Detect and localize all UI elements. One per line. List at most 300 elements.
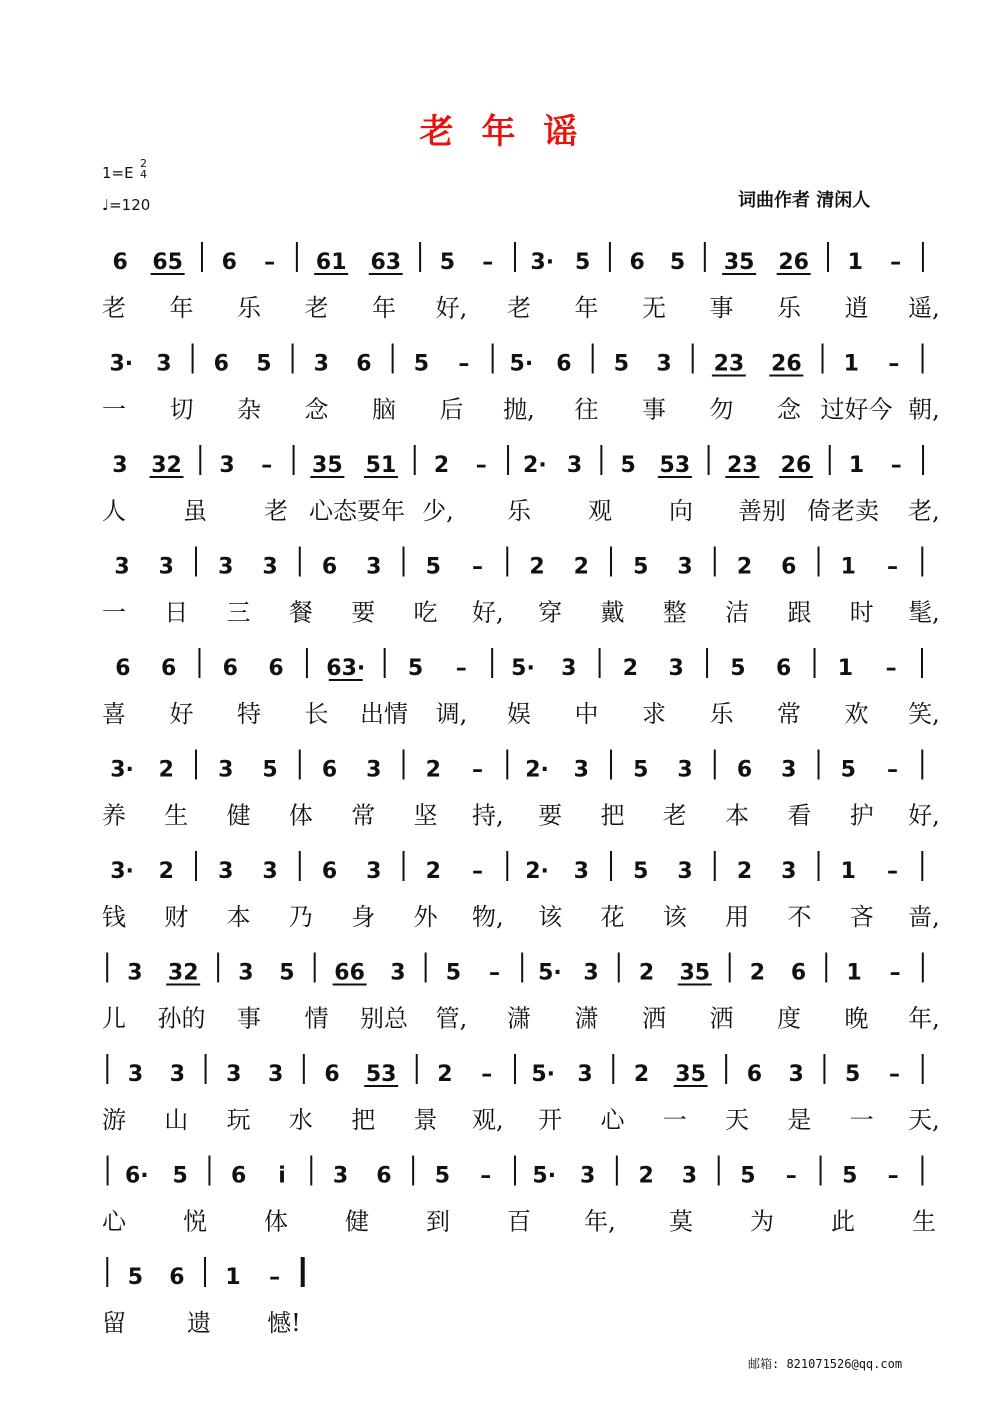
lyric-8-5: 景 [413,1106,438,1134]
lyric-0-3: 老 [304,294,329,322]
note-2-21: 1 [848,453,865,478]
lyric-1-0: 一 [102,395,126,424]
note-5-9: 2 [425,757,441,783]
note-8-14: 3 [577,1062,593,1087]
note-0-22: – [890,250,902,275]
note-3-15: 5 [633,554,649,580]
lyric-9-4: 到 [426,1207,450,1236]
note-8-10: 2 [437,1062,453,1087]
lyric-6-12: 吝 [849,903,874,931]
note-9-8: 6 [376,1163,392,1189]
note-6-18: 2 [736,859,753,884]
note-4-17: 5 [730,656,746,681]
lyric-8-10: 天 [725,1106,750,1134]
lyric-7-12: 年, [908,1004,940,1033]
lyric-8-12: 一 [849,1106,874,1134]
note-3-16: 3 [677,554,693,580]
lyric-8-13: 天, [908,1106,940,1134]
lyric-7-6: 潇 [507,1004,531,1033]
email-footer: 邮箱: 821071526@qq.com [748,1357,903,1371]
note-1-13: 6 [556,351,572,377]
lyric-5-11: 看 [787,801,812,830]
note-8-8: 53 [365,1062,397,1087]
lyric-5-5: 坚 [413,801,438,830]
note-6-12: 2· [525,859,549,884]
note-8-1: 3 [127,1062,144,1087]
note-2-3: 3 [219,453,235,478]
lyric-8-0: 游 [102,1106,126,1134]
note-7-8: 3 [390,960,406,986]
lyric-6-4: 身 [351,903,376,931]
lyric-1-2: 杂 [237,395,261,424]
lyric-6-6: 物, [472,903,504,931]
note-3-7: 3 [366,554,382,580]
note-6-16: 3 [677,859,693,884]
note-8-20: 3 [788,1062,804,1087]
lyric-4-2: 特 [237,700,261,728]
note-2-0: 3 [112,453,128,478]
lyric-1-8: 事 [642,395,666,424]
note-2-19: 26 [780,453,812,478]
note-8-17: 35 [675,1062,706,1087]
note-2-9: 2 [433,453,450,478]
lyric-10-1: 遗 [187,1309,211,1337]
lyric-3-11: 跟 [787,598,812,627]
lyric-7-1: 孙的 [157,1004,206,1033]
lyric-8-4: 把 [351,1106,376,1134]
note-7-22: 1 [846,960,862,986]
lyric-5-10: 本 [725,801,750,830]
lyric-0-10: 乐 [777,294,801,322]
note-6-7: 3 [366,859,382,884]
lyric-9-8: 为 [750,1207,774,1236]
note-5-18: 6 [736,757,753,783]
note-4-21: – [885,656,897,681]
lyric-10-0: 留 [102,1309,126,1337]
lyric-8-3: 水 [288,1106,313,1134]
lyric-1-6: 抛, [503,395,535,424]
lyric-2-4: 少, [422,497,454,525]
lyric-0-9: 事 [709,294,734,322]
note-8-2: 3 [169,1062,186,1087]
lyric-7-2: 事 [237,1004,261,1033]
note-6-13: 3 [573,859,589,884]
note-0-13: 5 [574,250,591,275]
lyric-0-8: 无 [642,294,666,322]
note-4-9: – [455,656,467,681]
lyric-4-5: 调, [435,700,468,728]
time-signature-top: 2 [140,157,147,170]
note-8-22: 5 [844,1062,861,1087]
lyric-2-8: 善别 [738,497,786,525]
note-0-6: 61 [315,250,347,275]
note-1-12: 5· [509,351,534,377]
song-title: 老 年 谣 [419,112,586,152]
note-6-22: – [886,859,898,884]
note-9-16: 2 [638,1163,654,1189]
lyric-4-8: 求 [642,700,666,728]
note-0-21: 1 [847,250,863,275]
lyric-4-12: 笑, [908,700,940,728]
note-8-7: 6 [324,1062,340,1087]
lyric-8-2: 玩 [226,1106,251,1134]
lyric-1-10: 念 [777,395,801,424]
lyric-7-10: 度 [777,1004,801,1033]
note-4-3: 6 [222,656,238,681]
note-6-19: 3 [781,859,797,884]
lyric-3-9: 整 [662,598,687,627]
note-8-5: 3 [267,1062,284,1087]
lyric-5-6: 持, [472,801,504,830]
lyric-0-0: 老 [102,294,126,322]
note-6-10: – [471,859,483,884]
lyric-6-5: 外 [413,903,438,931]
note-7-19: 2 [749,960,766,986]
note-9-22: 5 [842,1163,858,1189]
note-9-23: – [887,1163,899,1189]
lyric-0-4: 年 [372,294,396,322]
note-4-8: 5 [407,656,424,681]
note-7-14: 3 [583,960,599,986]
note-9-5: i [278,1163,286,1189]
note-10-1: 5 [127,1265,144,1290]
lyric-5-4: 常 [351,801,376,830]
note-3-6: 6 [321,554,338,580]
note-1-7: 6 [356,351,372,377]
lyric-7-3: 情 [304,1004,329,1033]
note-2-4: – [261,453,273,478]
lyric-4-4: 出情 [360,700,408,728]
note-3-13: 2 [573,554,589,580]
lyric-8-6: 观, [472,1106,504,1134]
note-1-9: 5 [413,351,430,377]
lyric-9-5: 百 [507,1207,531,1236]
lyric-7-11: 晚 [844,1004,869,1033]
note-9-2: 5 [172,1163,188,1189]
lyric-5-13: 好, [908,801,940,830]
note-8-11: – [481,1062,493,1087]
lyric-8-7: 开 [538,1106,563,1134]
lyric-3-7: 穿 [538,598,563,627]
lyric-0-11: 逍 [844,294,869,322]
note-0-19: 26 [778,250,809,275]
note-9-14: 3 [579,1163,596,1189]
note-3-12: 2 [529,554,545,580]
note-1-19: 26 [771,351,802,377]
lyric-4-9: 乐 [709,700,734,728]
note-3-22: – [886,554,898,580]
lyric-7-0: 儿 [102,1004,126,1033]
lyric-2-5: 乐 [507,497,531,525]
lyric-2-0: 人 [102,497,126,525]
note-2-13: 3 [566,453,583,478]
lyric-2-6: 观 [588,497,612,525]
note-3-0: 3 [114,554,130,580]
lyric-5-2: 健 [226,801,251,830]
lyric-0-7: 年 [574,294,599,322]
note-0-4: – [264,250,276,275]
note-0-3: 6 [221,250,237,275]
note-4-6: 63· [326,656,366,681]
lyric-7-7: 潇 [574,1004,599,1033]
note-2-22: – [890,453,902,478]
quarter-note-icon: ♩ [102,196,110,214]
lyric-9-6: 年, [584,1207,616,1236]
lyric-7-8: 洒 [642,1004,666,1033]
note-0-10: – [482,250,494,275]
note-7-5: 5 [279,960,295,986]
lyric-4-3: 长 [304,700,329,728]
note-4-14: 2 [622,656,639,681]
lyric-3-5: 吃 [413,598,438,627]
note-2-15: 5 [620,453,636,478]
lyric-0-12: 遥, [908,294,940,322]
lyric-2-2: 老 [264,497,288,525]
lyric-0-2: 乐 [237,294,261,322]
note-6-15: 5 [633,859,649,884]
note-6-1: 2 [158,859,174,884]
note-8-19: 6 [746,1062,763,1087]
note-0-12: 3· [530,250,555,275]
note-10-2: 6 [169,1265,185,1290]
note-5-0: 3· [110,757,134,783]
lyric-8-1: 山 [164,1106,189,1134]
note-1-0: 3· [109,351,134,377]
lyric-1-5: 后 [439,395,464,424]
lyric-9-2: 体 [264,1207,288,1236]
note-9-4: 6 [231,1163,247,1189]
lyric-2-1: 虽 [183,497,207,525]
note-0-7: 63 [370,250,402,275]
lyric-1-7: 往 [574,395,599,424]
note-5-16: 3 [677,757,693,783]
lyric-6-13: 啬, [908,903,940,931]
lyric-4-7: 中 [574,700,599,728]
note-6-3: 3 [218,859,234,884]
lyric-9-0: 心 [102,1207,126,1236]
lyric-6-8: 花 [600,903,625,931]
lyric-5-0: 养 [102,801,126,830]
lyric-1-11: 过好今 [820,395,893,424]
note-4-12: 3 [561,656,577,681]
note-8-4: 3 [226,1062,242,1087]
note-2-10: – [475,453,487,478]
author-credit: 词曲作者 清闲人 [738,190,871,211]
lyric-10-2: 憾! [267,1309,301,1337]
lyric-9-7: 莫 [669,1207,693,1236]
note-9-13: 5· [532,1163,557,1189]
lyric-4-6: 娱 [507,700,531,728]
lyric-9-9: 此 [831,1207,855,1236]
note-9-1: 6· [125,1163,149,1189]
lyric-9-10: 生 [912,1207,936,1236]
lyric-5-8: 把 [600,801,625,830]
note-1-10: – [458,351,470,377]
note-2-16: 53 [659,453,691,478]
lyric-3-3: 餐 [288,598,313,627]
note-5-13: 3 [573,757,589,783]
note-5-19: 3 [781,757,797,783]
lyric-3-2: 三 [226,598,251,627]
lyric-5-9: 老 [662,801,687,830]
lyric-5-3: 体 [288,801,313,830]
note-1-22: – [888,351,900,377]
lyric-6-7: 该 [538,903,563,931]
note-5-15: 5 [633,757,649,783]
tempo-value: =120 [109,196,151,214]
lyric-5-1: 生 [164,801,189,830]
note-1-15: 5 [613,351,630,377]
note-0-9: 5 [439,250,456,275]
note-5-3: 3 [218,757,234,783]
lyric-1-3: 念 [304,395,329,424]
note-7-23: – [889,960,901,986]
lyric-0-6: 老 [507,294,531,322]
lyric-8-9: 一 [662,1106,687,1134]
note-1-3: 6 [213,351,229,377]
note-0-16: 5 [669,250,686,275]
lyric-3-10: 洁 [725,598,750,627]
lyric-8-8: 心 [600,1106,625,1134]
lyric-6-0: 钱 [102,903,126,931]
time-signature-bottom: 4 [140,168,147,181]
lyric-2-3: 心态要年 [309,497,405,525]
lyric-3-12: 时 [849,598,874,627]
lyric-1-4: 脑 [372,395,396,424]
lyric-1-9: 勿 [709,395,734,424]
note-2-7: 51 [365,453,397,478]
lyric-2-10: 老, [908,497,940,525]
note-7-17: 35 [679,960,711,986]
lyric-6-3: 乃 [288,903,313,931]
lyric-3-6: 好, [472,598,504,627]
note-5-10: – [471,757,483,783]
key-signature: 1=E [102,164,134,182]
note-9-17: 3 [681,1163,698,1189]
note-0-15: 6 [629,250,645,275]
note-7-16: 2 [638,960,655,986]
lyric-7-9: 洒 [709,1004,734,1033]
note-3-1: 3 [158,554,174,580]
note-2-1: 32 [151,453,182,478]
note-7-11: – [488,960,500,986]
note-1-16: 3 [656,351,672,377]
note-6-0: 3· [110,859,134,884]
note-4-20: 1 [837,656,854,681]
note-5-7: 3 [366,757,382,783]
note-5-1: 2 [158,757,174,783]
note-0-0: 6 [112,250,128,275]
lyric-1-12: 朝, [908,395,940,424]
note-6-21: 1 [840,859,856,884]
lyric-2-7: 向 [669,497,693,525]
lyric-4-10: 常 [777,700,801,728]
note-3-21: 1 [840,554,856,580]
lyric-4-1: 好 [169,700,194,728]
note-6-9: 2 [425,859,441,884]
note-8-13: 5· [531,1062,556,1087]
lyric-1-1: 切 [169,395,194,424]
note-7-13: 5· [538,960,562,986]
lyric-0-5: 好, [435,294,468,322]
note-4-18: 6 [776,656,792,681]
note-2-18: 23 [727,453,758,478]
note-7-7: 66 [334,960,365,986]
lyric-6-1: 财 [164,903,189,931]
note-1-6: 3 [313,351,329,377]
note-5-22: – [886,757,898,783]
note-2-6: 35 [312,453,343,478]
note-0-1: 65 [152,250,183,275]
note-3-18: 2 [736,554,753,580]
lyric-7-5: 管, [435,1004,468,1033]
lyric-9-1: 悦 [183,1207,207,1236]
note-9-10: 5 [434,1163,451,1189]
note-9-19: 5 [740,1163,756,1189]
note-4-4: 6 [268,656,284,681]
lyric-6-11: 不 [787,903,812,931]
note-7-20: 6 [790,960,807,986]
note-8-16: 2 [633,1062,650,1087]
note-9-7: 3 [332,1163,349,1189]
lyric-3-8: 戴 [600,598,625,627]
lyric-3-0: 一 [102,598,126,627]
lyric-3-1: 日 [164,598,189,627]
lyric-8-11: 是 [787,1106,812,1134]
note-7-1: 3 [127,960,143,986]
note-6-6: 6 [321,859,338,884]
note-5-6: 6 [321,757,338,783]
lyric-6-10: 用 [725,903,750,931]
note-3-3: 3 [218,554,234,580]
note-7-2: 32 [167,960,199,986]
note-1-4: 5 [256,351,272,377]
note-6-4: 3 [262,859,278,884]
lyric-0-1: 年 [169,294,194,322]
note-3-19: 6 [781,554,797,580]
note-7-4: 3 [238,960,254,986]
note-4-1: 6 [160,656,177,681]
note-4-11: 5· [511,656,535,681]
lyric-5-7: 要 [538,801,563,830]
lyric-5-12: 护 [849,801,874,830]
note-9-11: – [480,1163,492,1189]
lyric-6-2: 本 [226,903,251,931]
lyric-6-9: 该 [662,903,687,931]
note-8-23: – [888,1062,900,1087]
note-1-1: 3 [156,351,172,377]
note-1-21: 1 [843,351,859,377]
note-1-18: 23 [713,351,745,377]
lyric-2-9: 倚老卖 [807,497,879,525]
note-7-10: 5 [445,960,462,986]
lyric-3-13: 髦, [908,598,940,627]
lyric-7-4: 别总 [360,1004,408,1033]
note-5-4: 5 [262,757,278,783]
note-3-10: – [471,554,483,580]
note-3-4: 3 [262,554,278,580]
lyric-4-11: 欢 [844,700,869,728]
lyric-9-3: 健 [345,1207,369,1236]
lyric-3-4: 要 [351,598,376,627]
note-2-12: 2· [523,453,547,478]
note-0-18: 35 [723,250,755,275]
note-4-15: 3 [668,656,684,681]
note-5-12: 2· [525,757,549,783]
note-10-5: – [269,1265,281,1290]
note-10-4: 1 [225,1265,241,1290]
note-5-21: 5 [840,757,856,783]
